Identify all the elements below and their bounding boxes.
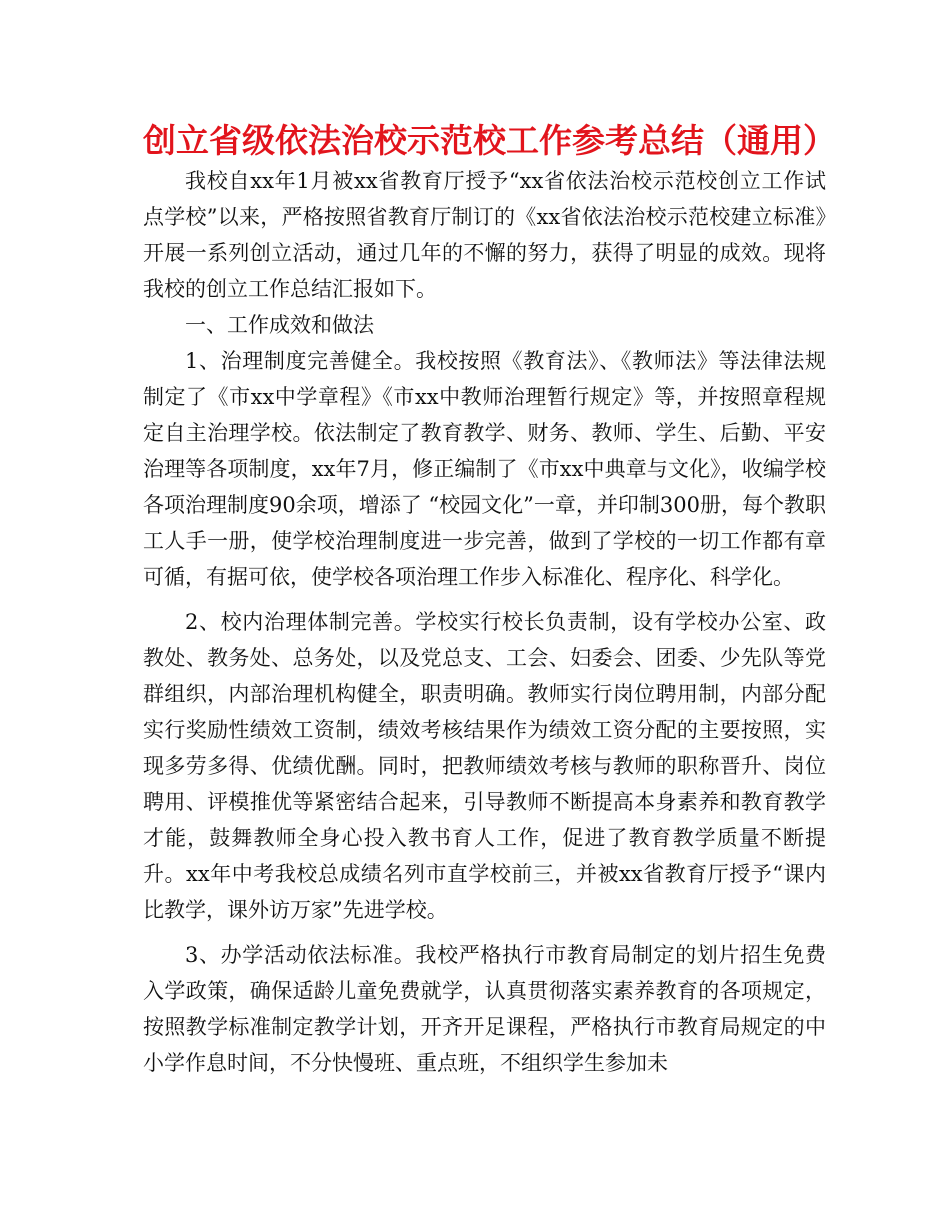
intro-paragraph: 我校自xx年1月被xx省教育厅授予“xx省依法治校示范校创立工作试点学校”以来，严格按照省教育厅制订的《xx省依法治校示范校建立标准》开展一系列创立活动，通过几年的不懈的努力，获得了明显的成效。现将我校的创立工作总结汇报如下。 [143, 169, 826, 301]
document-body [143, 163, 826, 1081]
paragraph-internal-management: 2、校内治理体制完善。学校实行校长负责制，设有学校办公室、政教处、教务处、总务处，以及党总支、工会、妇委会、团委、少先队等党群组织，内部治理机构健全，职责明确。教师实行岗位聘用制，内部分配实行奖励性绩效工资制，绩效考核结果作为绩效工资分配的主要按照，实现多劳多得、优绩优酬。同时，把教师绩效考核与教师的职称晋升、岗位聘用、评模推优等紧密结合起来，引导教师不断提高本身素养和教育教学才能，鼓舞教师全身心投入教书育人工作，促进了教育教学质量不断提升。xx年中考我校总成绩名列市直学校前三，并被xx省教育厅授予“课内比教学，课外访万家”先进学校。 [143, 610, 826, 922]
section-heading: 一、工作成效和做法 [185, 313, 374, 337]
paragraph-governance-system: 1、治理制度完善健全。我校按照《教育法》、《教师法》等法律法规制定了《市xx中学章程》《市xx中教师治理暂行规定》等，并按照章程规定自主治理学校。依法制定了教育教学、财务、教师、学生、后勤、平安治理等各项制度，xx年7月，修正编制了《市xx中典章与文化》，收编学校各项治理制度90余项，增添了 “校园文化”一章，并印制300册，每个教职工人手一册，使学校治理制度进一步完善，做到了学校的一切工作都有章可循，有据可依，使学校各项治理工作步入标准化、程序化、科学化。 [143, 349, 826, 589]
paragraph-spacer [143, 595, 826, 604]
paragraph-spacer [143, 928, 826, 937]
document-title: 创立省级依法治校示范校工作参考总结（通用） [143, 121, 836, 160]
paragraph-lawful-operation: 3、办学活动依法标准。我校严格执行市教育局制定的划片招生免费入学政策，确保适龄儿童免费就学，认真贯彻落实素养教育的各项规定，按照教学标准制定教学计划，开齐开足课程，严格执行市教育局规定的中小学作息时间，不分快慢班、重点班，不组织学生参加未 [143, 943, 826, 1075]
